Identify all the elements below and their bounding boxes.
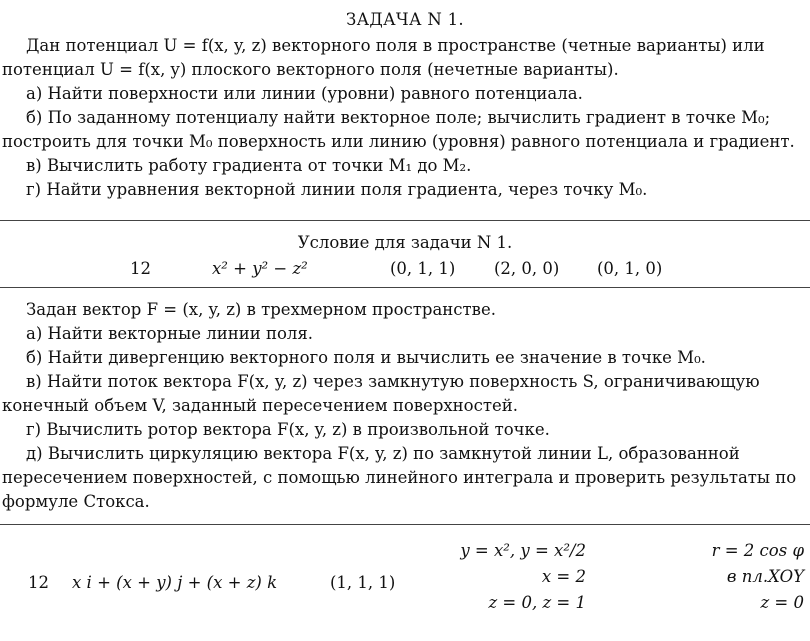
bottom-point: (1, 1, 1) <box>330 573 396 592</box>
bottom-line-3: z = 0 <box>760 593 804 612</box>
task1-item-b-line2: построить для точки M₀ поверхность или линию (уровня) равного потенциала и градиент. <box>2 132 795 151</box>
task2-item-d-line1: д) Вычислить циркуляцию вектора F(x, y, z) по замкнутой линии L, образованной <box>26 444 740 463</box>
bottom-variant: 12 <box>28 573 49 592</box>
divider <box>0 220 810 221</box>
task2-item-g: г) Вычислить ротор вектора F(x, y, z) в произвольной точке. <box>26 420 550 439</box>
task1-item-a: а) Найти поверхности или линии (уровни) равного потенциала. <box>26 84 583 103</box>
condition-m0: (0, 1, 1) <box>390 259 456 278</box>
condition-potential: x² + y² − z² <box>212 259 308 278</box>
bottom-surface-3: z = 0, z = 1 <box>488 593 586 612</box>
condition-title: Условие для задачи N 1. <box>297 233 513 252</box>
condition-table-2 <box>0 535 810 625</box>
task2-item-b: б) Найти дивергенцию векторного поля и вычислить ее значение в точке M₀. <box>26 348 706 367</box>
task1-item-g: г) Найти уравнения векторной линии поля градиента, через точку M₀. <box>26 180 648 199</box>
task1-title: ЗАДАЧА N 1. <box>346 10 464 29</box>
bottom-vector: x i + (x + y) j + (x + z) k <box>72 573 278 592</box>
task2-item-v-line1: в) Найти поток вектора F(x, y, z) через замкнутую поверхность S, ограничивающую <box>26 372 760 391</box>
task2-intro: Задан вектор F = (x, y, z) в трехмерном пространстве. <box>26 300 496 319</box>
task2-item-d-line3: формуле Стокса. <box>2 492 150 511</box>
task2-section <box>0 298 810 514</box>
bottom-line-1: r = 2 cos φ <box>711 541 804 560</box>
bottom-surface-2: x = 2 <box>541 567 586 586</box>
task1-intro-line1: Дан потенциал U = f(x, y, z) векторного поля в пространстве (четные варианты) или <box>26 36 765 55</box>
task1-item-b-line1: б) По заданному потенциалу найти векторное поле; вычислить градиент в точке M₀; <box>26 108 771 127</box>
bottom-surface-1: y = x², y = x²/2 <box>460 541 586 560</box>
divider <box>0 287 810 288</box>
divider <box>0 524 810 525</box>
condition-m2: (0, 1, 0) <box>597 259 663 278</box>
task1-intro-line2: потенциал U = f(x, y) плоского векторного поля (нечетные варианты). <box>2 60 619 79</box>
task2-item-v-line2: конечный объем V, заданный пересечением поверхностей. <box>2 396 518 415</box>
condition-variant: 12 <box>130 259 151 278</box>
condition-row <box>0 257 810 287</box>
bottom-line-2: в пл.XOY <box>726 567 804 586</box>
task2-item-a: а) Найти векторные линии поля. <box>26 324 314 343</box>
condition-m1: (2, 0, 0) <box>494 259 560 278</box>
task2-item-d-line2: пересечением поверхностей, с помощью линейного интеграла и проверить результаты по <box>2 468 797 487</box>
task1-item-v: в) Вычислить работу градиента от точки M₁ до M₂. <box>26 156 472 175</box>
